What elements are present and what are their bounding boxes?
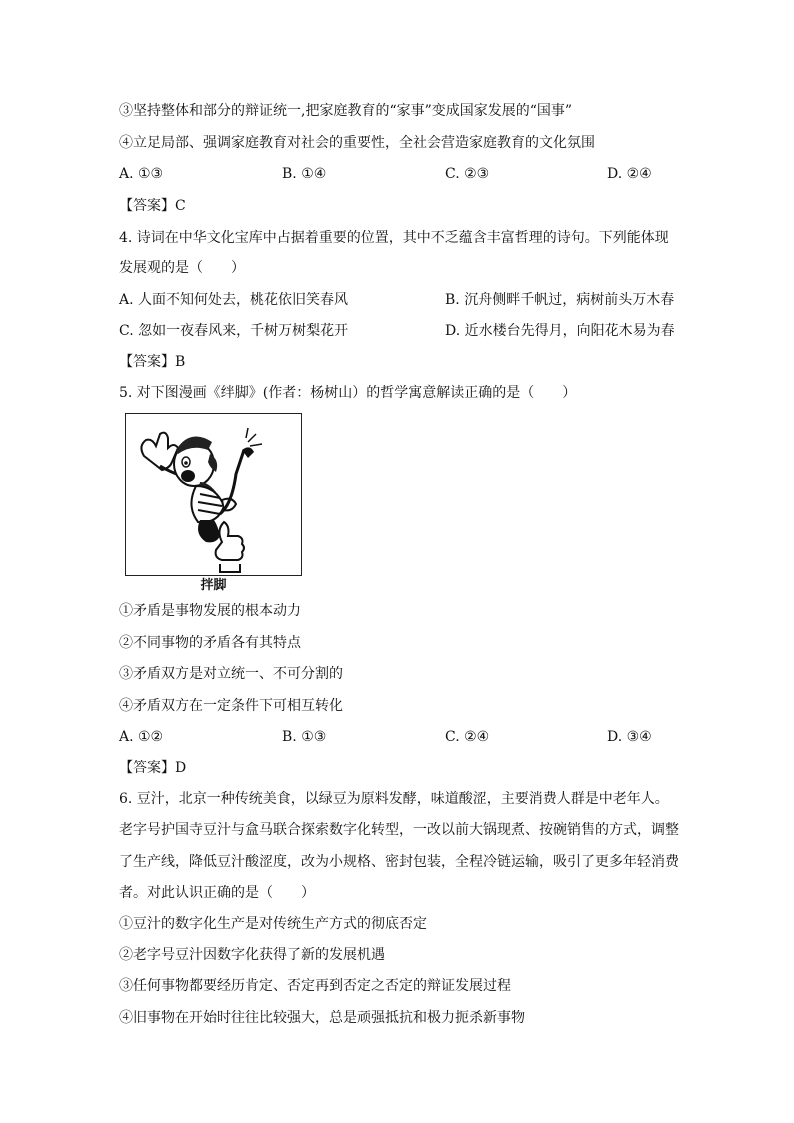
q6-stem-line-2: 老字号护国寺豆汁与盒马联合探索数字化转型，一改以前大锅现煮、按碗销售的方式，调整 [119,822,679,838]
q4-answer: 【答案】B [119,354,186,370]
q5-item-4: ④矛盾双方在一定条件下可相互转化 [119,698,343,714]
q5-answer: 【答案】D [119,760,187,776]
q5-option-d: D. ③④ [607,729,652,745]
q5-option-a: A. ①② [119,729,164,745]
q5-item-2: ②不同事物的矛盾各有其特点 [119,635,301,651]
q4-stem-line-1: 4. 诗词在中华文化宝库中占据着重要的位置，其中不乏蕴含丰富哲理的诗句。下列能体现 [119,230,669,246]
q3-item-3: ③坚持整体和部分的辩证统一,把家庭教育的“家事”变成国家发展的“国事” [119,103,573,119]
q4-stem-line-2: 发展观的是（ ） [119,260,245,276]
q3-option-b: B. ①④ [282,166,327,182]
q4-option-b: B. 沉舟侧畔千帆过，病树前头万木春 [445,292,675,308]
q4-option-c: C. 忽如一夜春风来，千树万树梨花开 [119,323,349,339]
q3-option-a: A. ①③ [119,166,164,182]
q4-option-a: A. 人面不知何处去，桃花依旧笑春风 [119,292,349,308]
q6-item-4: ④旧事物在开始时往往比较强大，总是顽强抵抗和极力扼杀新事物 [119,1010,525,1026]
q6-stem-line-4: 者。对此认识正确的是（ ） [119,885,315,901]
q6-stem-line-3: 了生产线，降低豆汁酸涩度，改为小规格、密封包装，全程冷链运输，吸引了更多年轻消费 [119,854,679,870]
q5-option-b: B. ①③ [282,729,327,745]
q4-option-d: D. 近水楼台先得月，向阳花木易为春 [445,323,675,339]
q6-item-2: ②老字号豆汁因数字化获得了新的发展机遇 [119,947,385,963]
q3-option-c: C. ②③ [445,166,490,182]
q5-item-3: ③矛盾双方是对立统一、不可分割的 [119,666,343,682]
q5-option-c: C. ②④ [445,729,490,745]
q6-item-3: ③任何事物都要经历肯定、否定再到否定之否定的辩证发展过程 [119,978,511,994]
q5-stem: 5. 对下图漫画《绊脚》(作者：杨树山）的哲学寓意解读正确的是（ ） [119,385,577,401]
q6-stem-line-1: 6. 豆汁，北京一种传统美食，以绿豆为原料发酵，味道酸涩，主要消费人群是中老年人。 [119,791,669,807]
q6-item-1: ①豆汁的数字化生产是对传统生产方式的彻底否定 [119,916,427,932]
cartoon-caption: 拌脚 [200,578,227,593]
cartoon-image [125,413,302,576]
q5-item-1: ①矛盾是事物发展的根本动力 [119,603,301,619]
q3-option-d: D. ②④ [607,166,652,182]
q3-item-4: ④立足局部、强调家庭教育对社会的重要性，全社会营造家庭教育的文化氛围 [119,135,595,151]
q3-answer: 【答案】C [119,198,186,214]
cartoon-drawing [126,414,300,574]
